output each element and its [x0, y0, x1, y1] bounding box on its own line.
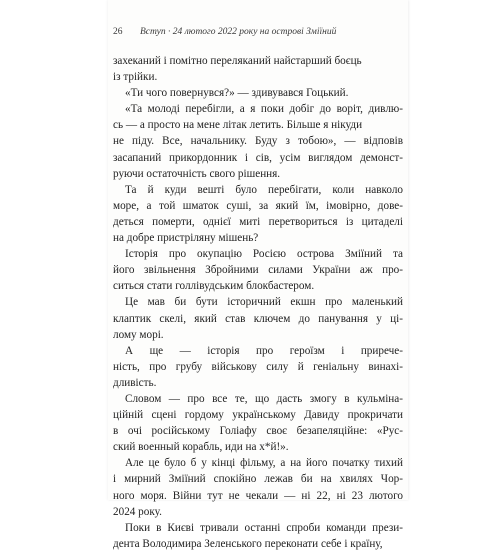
running-header — [113, 27, 403, 43]
text-line: дента Володимира Зеленського переконати себе і країну, — [113, 537, 383, 550]
text-line: із трійки. — [113, 71, 158, 84]
text-line: клаптик скелі, який став ключем до панування у ці- — [113, 312, 403, 325]
text-line: деться померти, однієї миті перетвориться із цитаделі — [113, 215, 403, 228]
text-line: Історія про окупацію Росією острова Зміїний та — [125, 248, 403, 261]
text-line: сь — а просто на мене літак летить. Більше я нікуди — [113, 119, 363, 132]
text-line: Але це було б у кінці фільму, а на його початку тихий — [125, 457, 403, 470]
page-number: 26 — [113, 27, 123, 37]
text-line: його звільнення Збройними силами України аж про- — [113, 264, 403, 277]
text-line: Це мав би бути історичний екшн про маленький — [125, 296, 403, 309]
text-line: ного моря. Війни тут не чекали — ні 22, ні 23 лютого — [113, 489, 403, 502]
text-line: і мирний Зміїний спокійно лежав би на хвилях Чор- — [113, 473, 403, 486]
text-line: на добре пристріляну мішень? — [113, 232, 259, 245]
text-line: захеканий і помітно переляканий найстарший боєць — [113, 55, 362, 67]
text-line: руючи остаточність свого рішення. — [113, 167, 281, 180]
text-line: ситься стати голлівудським блокбастером. — [113, 280, 315, 293]
body-text — [113, 53, 403, 552]
text-line: не піду. Все, начальнику. Буду з тобою», — відповів — [113, 135, 403, 148]
running-title: Вступ · 24 лютого 2022 року на острові Зміїний — [140, 27, 337, 37]
text-line: 2024 року. — [113, 505, 162, 518]
text-line: дливість. — [113, 376, 157, 389]
text-line: Поки в Києві тривали останні спроби команди прези- — [125, 521, 403, 534]
text-line: «Та молоді перебігли, а я поки добіг до воріт, дивлю- — [125, 103, 403, 116]
text-line: ский военный корабль, иди на х*й!». — [113, 441, 289, 454]
text-line: в очі російському Голіафу своє безапеляційне: «Рус- — [113, 425, 403, 438]
text-line: море, а той шматок суші, за який їм, імовірно, дове- — [113, 199, 403, 212]
text-line: А ще — історія про героїзм і прирече- — [125, 344, 403, 357]
text-line: Та й куди вешті було перебігати, коли навколо — [125, 183, 403, 196]
text-line: ність, про грубу військову силу й геніальну винахі- — [113, 360, 403, 373]
text-line: ційній сцені гордому українському Давиду прокричати — [113, 409, 403, 422]
text-line: засапаний прикордонник і сів, усім виглядом демонст- — [113, 151, 403, 164]
text-line: лому морі. — [113, 328, 164, 341]
text-line: Словом — про все те, що дасть змогу в кульміна- — [125, 392, 403, 405]
text-line: «Ти чого повернувся?» — здивувався Гоцький. — [125, 87, 349, 100]
